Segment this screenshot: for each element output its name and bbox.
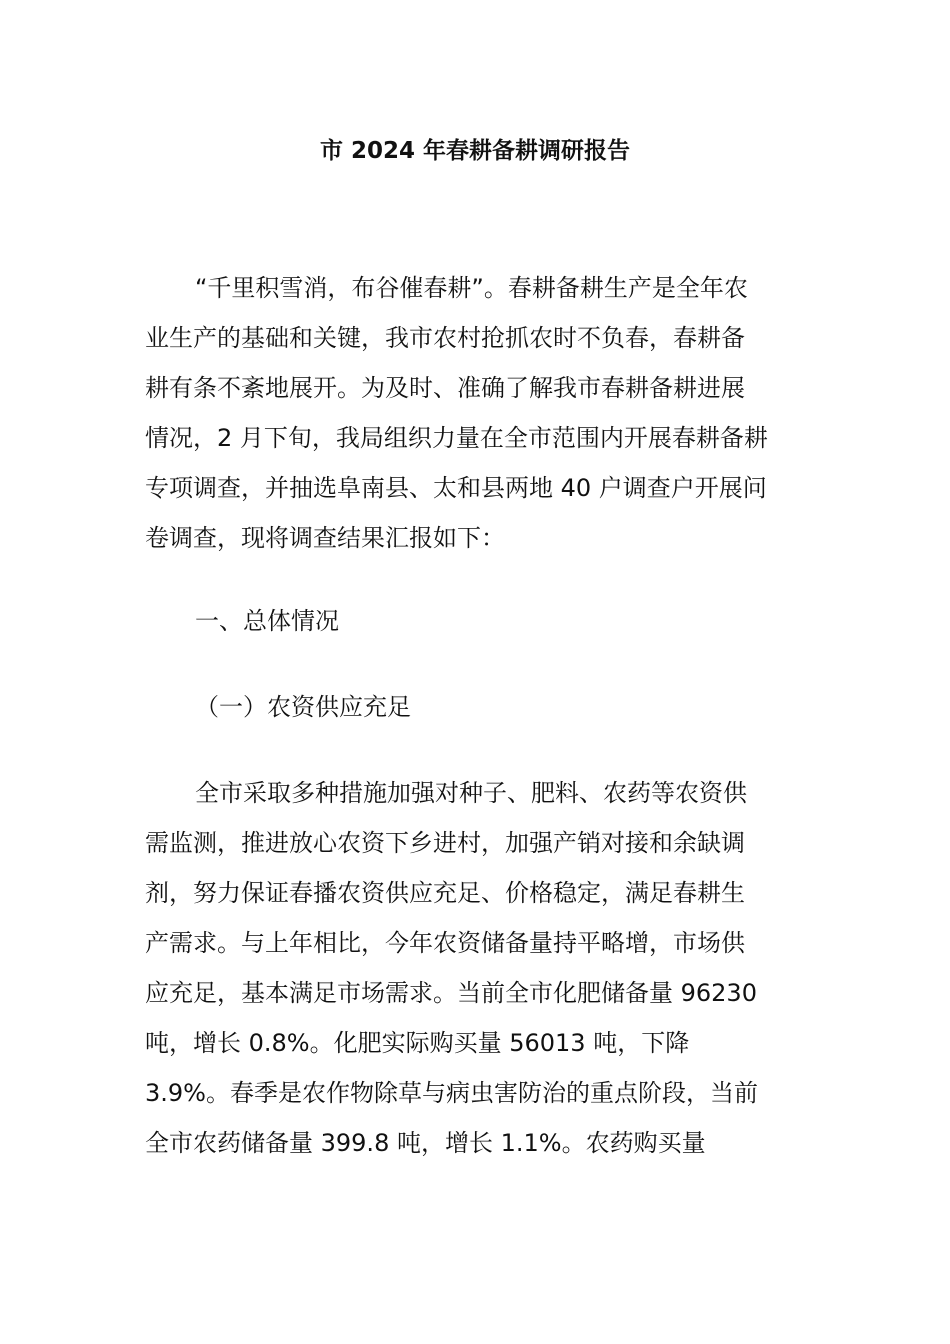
section-heading-text: 一、总体情况 (195, 607, 339, 635)
paragraph-line: 剂，努力保证春播农资供应充足、价格稳定，满足春耕生 (145, 879, 745, 907)
paragraph-line: 情况，2 月下旬，我局组织力量在全市范围内开展春耕备耕 (145, 424, 768, 452)
section-heading (145, 596, 815, 646)
subsection-heading-text: （一）农资供应充足 (195, 693, 411, 721)
paragraph-line: 耕有条不紊地展开。为及时、准确了解我市春耕备耕进展 (145, 374, 745, 402)
paragraph-line: 产需求。与上年相比，今年农资储备量持平略增，市场供 (145, 929, 745, 957)
intro-paragraph (145, 263, 815, 563)
paragraph-line: 业生产的基础和关键，我市农村抢抓农时不负春，春耕备 (145, 324, 745, 352)
paragraph-line: 需监测，推进放心农资下乡进村，加强产销对接和余缺调 (145, 829, 745, 857)
paragraph-line: 应充足，基本满足市场需求。当前全市化肥储备量 96230 (145, 979, 757, 1007)
document-title: 市 2024 年春耕备耕调研报告 (319, 138, 631, 164)
supply-paragraph (145, 768, 815, 1168)
paragraph-line: 专项调查，并抽选阜南县、太和县两地 40 户调查户开展问 (145, 474, 767, 502)
paragraph-line: 卷调查，现将调查结果汇报如下： (145, 524, 505, 552)
subsection-heading (145, 682, 815, 732)
paragraph-line: 吨，增长 0.8%。化肥实际购买量 56013 吨，下降 (145, 1029, 690, 1057)
paragraph-line: 全市农药储备量 399.8 吨，增长 1.1%。农药购买量 (145, 1129, 706, 1157)
paragraph-line: “千里积雪消，布谷催春耕”。春耕备耕生产是全年农 (195, 274, 748, 302)
paragraph-line: 全市采取多种措施加强对种子、肥料、农药等农资供 (195, 779, 747, 807)
paragraph-line: 3.9%。春季是农作物除草与病虫害防治的重点阶段，当前 (145, 1079, 758, 1107)
